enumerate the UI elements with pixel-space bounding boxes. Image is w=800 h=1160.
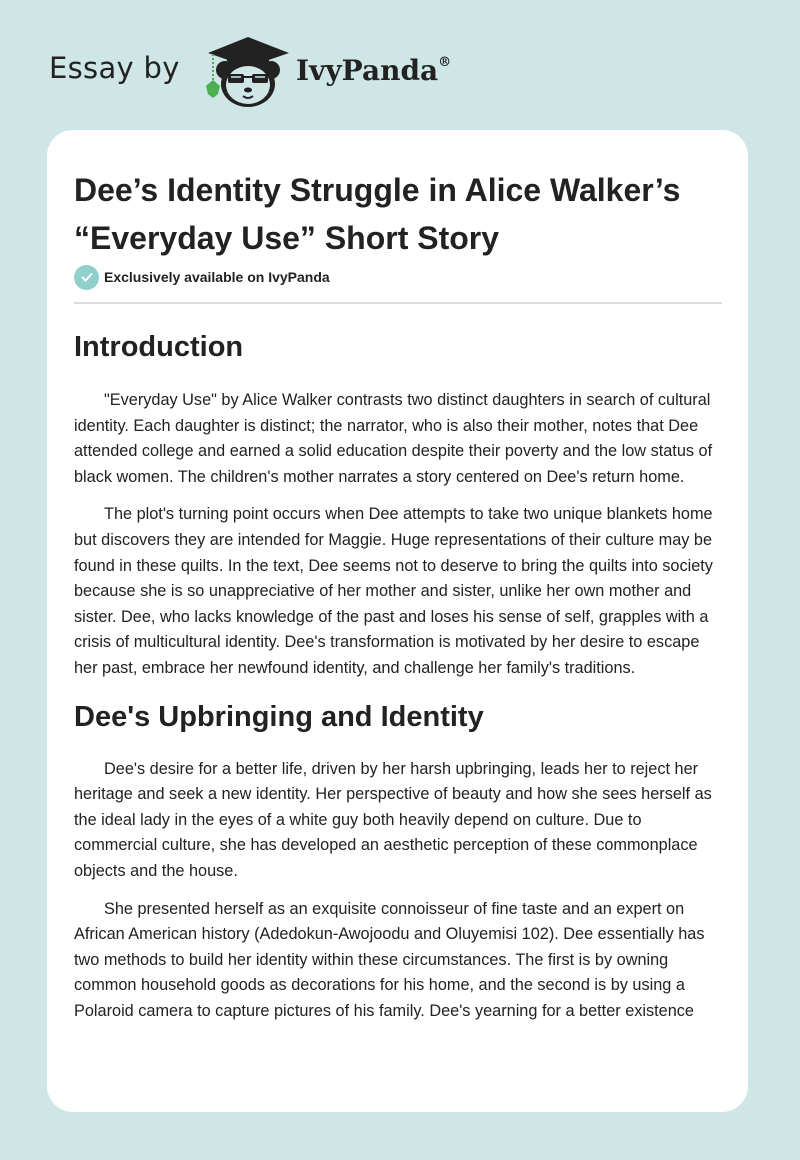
divider (74, 302, 722, 304)
paragraph: She presented herself as an exquisite connoisseur of fine taste and an expert on African American history (Adedokun-Awojoodu and Oluyemisi 102). Dee essentially has two methods to build her identity within these circumstances. The first is by owning common household goods as decorations for his home, and the second is by using a Polaroid camera to capture pictures of his family. Dee's yearning for a better existence (74, 899, 705, 1020)
registered-mark: ® (438, 54, 452, 70)
essay-by-label: Essay by (49, 51, 180, 85)
section-heading-upbringing: Dee's Upbringing and Identity (74, 700, 484, 733)
site-header (0, 0, 800, 130)
section-heading-introduction: Introduction (74, 331, 244, 363)
exclusive-badge-text: Exclusively available on IvyPanda (104, 269, 330, 285)
brand-logo-text[interactable] (296, 54, 451, 87)
check-circle-icon (74, 265, 99, 290)
page-title: Dee’s Identity Struggle in Alice Walker’s “Everyday Use” Short Story (74, 172, 681, 256)
paragraph: Dee's desire for a better life, driven by her harsh upbringing, leads her to reject her heritage and seek a new identity. Her perspective of beauty and how she sees herself as the ideal lady in the eyes of a white guy both heavily depend on culture. Due to commercial culture, she has developed an aesthetic perception of these commonplace objects and the house. (74, 759, 712, 880)
essay-card (47, 130, 748, 1112)
panda-graduation-cap-icon[interactable] (203, 36, 293, 108)
paragraph: The plot's turning point occurs when Dee attempts to take two unique blankets home but discovers they are intended for Maggie. Huge representations of their culture may be found in these quilts. In the text, Dee seems not to deserve to bring the quilts into society because she is so unappreciative of her mother and sister, unlike her own mother and sister. Dee, who lacks knowledge of the past and loses his sense of self, grapples with a crisis of multicultural identity. Dee's transformation is motivated by her desire to escape her past, embrace her newfound identity, and challenge her family's traditions. (74, 505, 713, 677)
brand-name: IvyPanda (296, 54, 439, 87)
essay-body (74, 320, 724, 1024)
exclusive-badge (74, 264, 330, 290)
paragraph: "Everyday Use" by Alice Walker contrasts two distinct daughters in search of cultural identity. Each daughter is distinct; the narrator, who is also their mother, notes that Dee attended college and earned a solid education despite their poverty and the low status of black women. The children's mother narrates a story centered on Dee's return home. (74, 391, 713, 486)
